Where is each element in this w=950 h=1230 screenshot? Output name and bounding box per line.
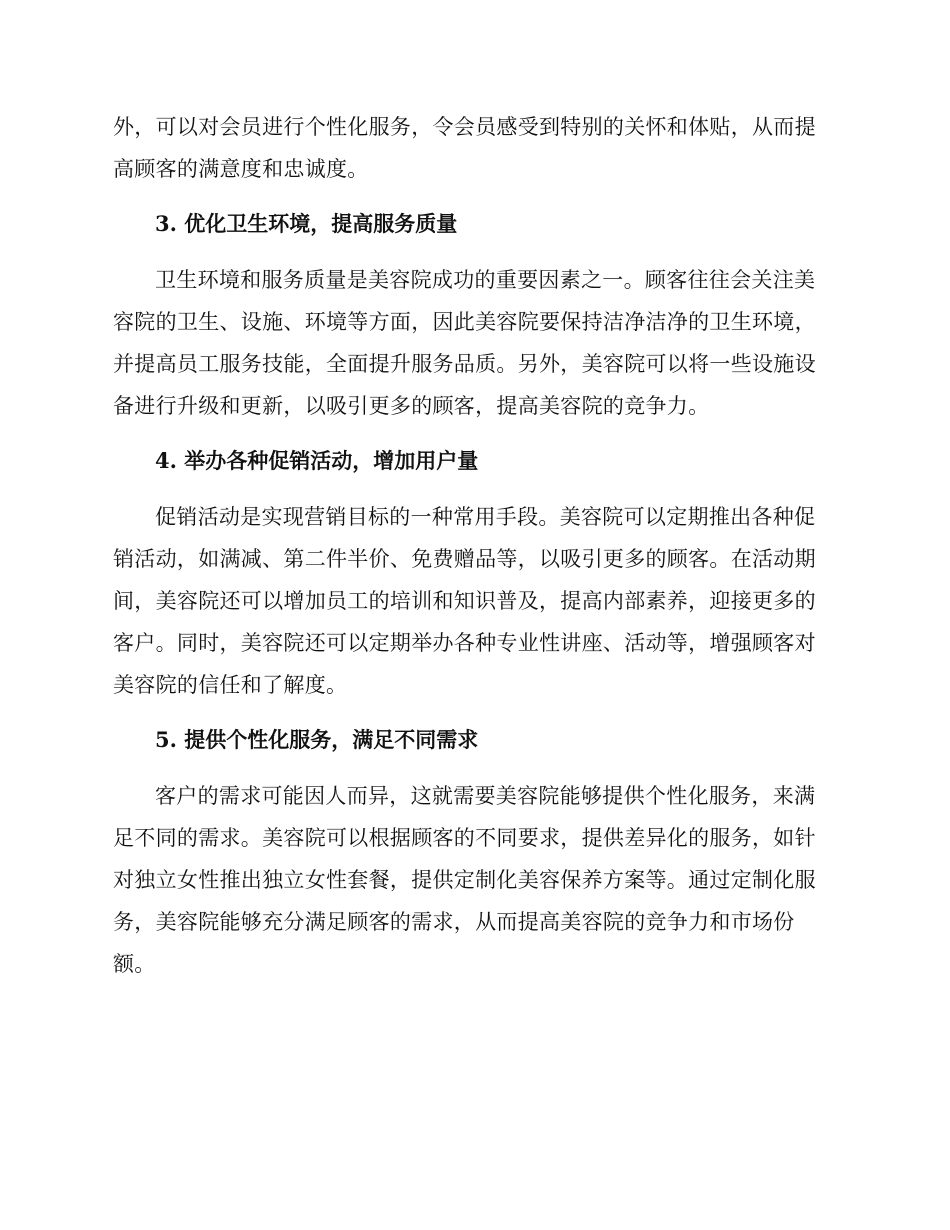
paragraph-line: 额。 bbox=[113, 952, 156, 976]
paragraph-line: 容院的卫生、设施、环境等方面，因此美容院要保持洁净洁净的卫生环境， bbox=[113, 310, 816, 334]
section-5-heading: 5. 提供个性化服务，满足不同需求 bbox=[155, 727, 479, 752]
section-3-paragraph bbox=[113, 259, 833, 427]
paragraph-line: 间，美容院还可以增加员工的培训和知识普及，提高内部素养，迎接更多的 bbox=[113, 589, 816, 613]
paragraph-line: 务，美容院能够充分满足顾客的需求，从而提高美容院的竞争力和市场份 bbox=[113, 910, 795, 934]
paragraph-line: 促销活动是实现营销目标的一种常用手段。美容院可以定期推出各种促 bbox=[155, 505, 816, 529]
paragraph-line: 并提高员工服务技能，全面提升服务品质。另外，美容院可以将一些设施设 bbox=[113, 352, 816, 376]
paragraph-line: 美容院的信任和了解度。 bbox=[113, 673, 348, 697]
paragraph-line: 客户。同时，美容院还可以定期举办各种专业性讲座、活动等，增强顾客对 bbox=[113, 631, 816, 655]
paragraph-line: 销活动，如满减、第二件半价、免费赠品等，以吸引更多的顾客。在活动期 bbox=[113, 547, 816, 571]
paragraph-line: 客户的需求可能因人而异，这就需要美容院能够提供个性化服务，来满 bbox=[155, 784, 816, 808]
section-5-paragraph bbox=[113, 775, 833, 985]
paragraph-line: 高顾客的满意度和忠诚度。 bbox=[113, 157, 369, 181]
paragraph-line: 对独立女性推出独立女性套餐，提供定制化美容保养方案等。通过定制化服 bbox=[113, 868, 816, 892]
section-3-heading: 3. 优化卫生环境，提高服务质量 bbox=[155, 211, 458, 236]
paragraph-line: 外，可以对会员进行个性化服务，令会员感受到特别的关怀和体贴，从而提 bbox=[113, 115, 816, 139]
intro-paragraph bbox=[113, 106, 833, 190]
paragraph-line: 足不同的需求。美容院可以根据顾客的不同要求，提供差异化的服务，如针 bbox=[113, 826, 816, 850]
paragraph-line: 卫生环境和服务质量是美容院成功的重要因素之一。顾客往往会关注美 bbox=[155, 268, 816, 292]
section-4-paragraph bbox=[113, 496, 833, 706]
section-4-heading: 4. 举办各种促销活动，增加用户量 bbox=[155, 448, 479, 473]
paragraph-line: 备进行升级和更新，以吸引更多的顾客，提高美容院的竞争力。 bbox=[113, 394, 710, 418]
